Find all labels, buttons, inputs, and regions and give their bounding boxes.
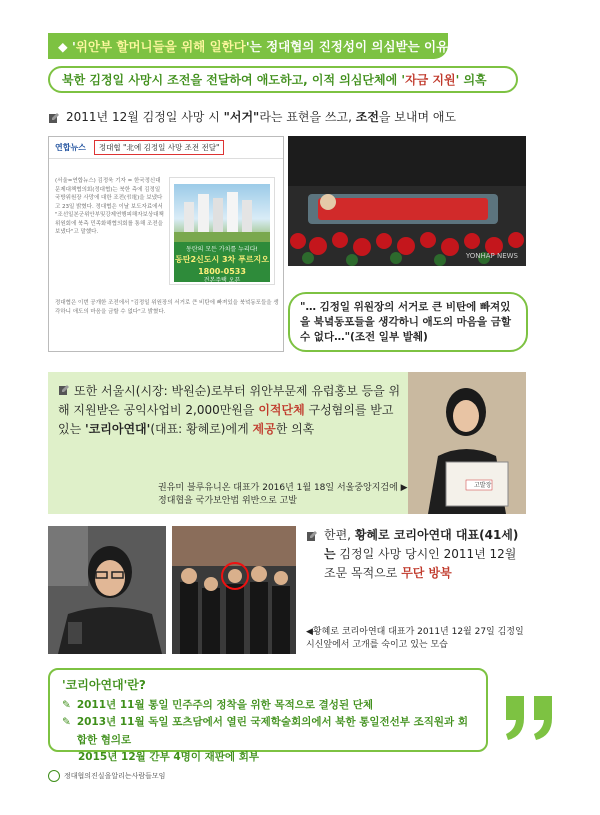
title-highlight: 위안부 할머니들을 위해 일한다 [75, 39, 246, 54]
ad-line1: 동탄의 모든 가치를 누리다! [186, 246, 258, 253]
footer [48, 770, 165, 782]
section-title-bar [48, 33, 448, 59]
korea-alliance-title: '코리아연대'란? [62, 678, 146, 692]
funding-part1: 또한 서울시(시장: 박원순)로부터 위안부문제 유럽홍보 등을 위해 지원받은 공익사업비 2,000만원을 [58, 384, 401, 418]
news-body-1: (서울=연합뉴스) 김정욱 기자 = 한국정신대문제대책협의회(정대협)는 북한 측에 김정일 국방위원장 사망에 대한 조전(弔電)을 보냈다고 23일 밝혔다. 정대협은 이날 보도자료에서 "조선일본군위안부및강제연행피해자보상대책위원회에 북측 민족화해협의회를 통해 조전을 보냈다"고 말했다. [55, 178, 164, 236]
funding-paragraph [58, 380, 408, 440]
korea-alliance-item [62, 714, 474, 749]
visit-part3: 김정일 사망 당시인 2011년 12월 조문 목적으로 [324, 547, 517, 581]
pencil-note-icon [48, 112, 60, 124]
pencil-icon: ✎ [62, 716, 71, 729]
headline-part2: 자금 지원 [405, 73, 456, 87]
korea-alliance-item [62, 749, 474, 766]
footer-org-name: 정대협의진실을알리는사람들모임 [64, 772, 166, 780]
visit-part4: 무단 방북 [401, 566, 452, 581]
news-logo: 연합뉴스 [55, 143, 86, 152]
bullet-condolence [48, 108, 528, 127]
korea-alliance-item-text: 2011년 11월 통일 민주주의 정착을 위한 목적으로 결성된 단체 [76, 699, 374, 711]
pencil-note-icon [58, 384, 70, 396]
news-body-2: 정대협은 이번 공개한 조전에서 "김정일 위원장의 서거로 큰 비탄에 빠져있을 북녘동포들을 생각하니 애도의 마음을 금할 수 없다"고 밝혔다. [55, 300, 279, 315]
ad-line2: 동탄2신도시 3차 푸르지오 [175, 255, 269, 265]
korea-alliance-item-text: 2013년 11월 독일 포츠담에서 열린 국제학술회의에서 북한 통일전선부 조직원과 회합한 혐의로 [76, 716, 468, 746]
title-prefix: ◆ ' [58, 38, 76, 54]
ad-line3: 견본주택 오픈 [203, 276, 241, 284]
headline-box [48, 66, 518, 93]
ad-banner [174, 242, 270, 282]
funding-part6: 제공 [252, 422, 276, 437]
ad-apartment-image [174, 184, 270, 242]
funding-part7: 한 의혹 [275, 422, 315, 437]
visit-caption: ◀황혜로 코리아연대 대표가 2011년 12월 27일 김정일 시신앞에서 고개를 숙이고 있는 모습 [306, 627, 524, 651]
headline-part1: 북한 김정일 사망시 조전을 전달하여 애도하고, 이적 의심단체에 ' [62, 73, 406, 87]
visit-part1: 한편, [324, 528, 355, 542]
condolence-quote-bubble [288, 292, 528, 352]
ad-phone: 1800-0533 [198, 266, 246, 276]
visit-part2: 황혜로 코리아연대 대표(41세)는 [324, 528, 519, 562]
korea-alliance-box [48, 668, 488, 763]
photo-kim-jongil-body [288, 136, 526, 266]
bullet1-part5: 을 보내며 애도 [378, 110, 457, 124]
bullet1-part1: 2011년 12월 김정일 사망 시 [66, 110, 224, 124]
korea-alliance-item-text: 2015년 12월 간부 4명이 재판에 회부 [78, 750, 259, 763]
condolence-quote-text: "… 김정일 위원장의 서거로 큰 비탄에 빠져있을 북녘동포들을 생각하니 애도의 마음을 금할 수 없다…"(조전 일부 발췌) [300, 301, 511, 344]
photo-watermark: YONHAP NEWS [465, 252, 518, 260]
funding-part4: '코리아연대' [85, 422, 151, 437]
news-headline: 정대협 "北에 김정일 사망 조전 전달" [94, 140, 225, 155]
closing-quote-icon [500, 692, 560, 742]
funding-part5: (대표: 황혜로)에게 [150, 422, 253, 437]
pencil-icon: ✎ [62, 699, 71, 711]
title-suffix: '는 정대협의 진정성이 의심받는 이유 [245, 39, 448, 54]
photo-complaint-filing [408, 372, 526, 514]
bullet1-part3: 라는 표현을 쓰고, [259, 110, 356, 124]
photo-hwang-hyero [48, 526, 166, 654]
photo-bowing-mourners [172, 526, 296, 654]
funding-part2: 이적단체 [258, 403, 305, 418]
news-header [49, 137, 283, 159]
news-article-clip [48, 136, 284, 352]
headline-part3: ' 의혹 [455, 73, 487, 87]
korea-alliance-item [62, 697, 474, 714]
complaint-caption: 권유미 블루유니온 대표가 2016년 1월 18일 서울중앙지검에 ▶ 정대협을 국가보안법 위반으로 고발 [158, 483, 408, 507]
organization-logo-icon [48, 770, 60, 782]
bullet-unauthorized-visit [306, 526, 528, 584]
bullet1-part2: "서거" [223, 110, 260, 124]
bullet1-part4: 조전 [355, 110, 379, 124]
pencil-note-icon [306, 530, 318, 542]
funding-part3: 구성혐의를 받고 있는 [58, 403, 394, 437]
news-ad [169, 177, 275, 285]
complaint-doc-label: 고발장 [474, 482, 492, 489]
